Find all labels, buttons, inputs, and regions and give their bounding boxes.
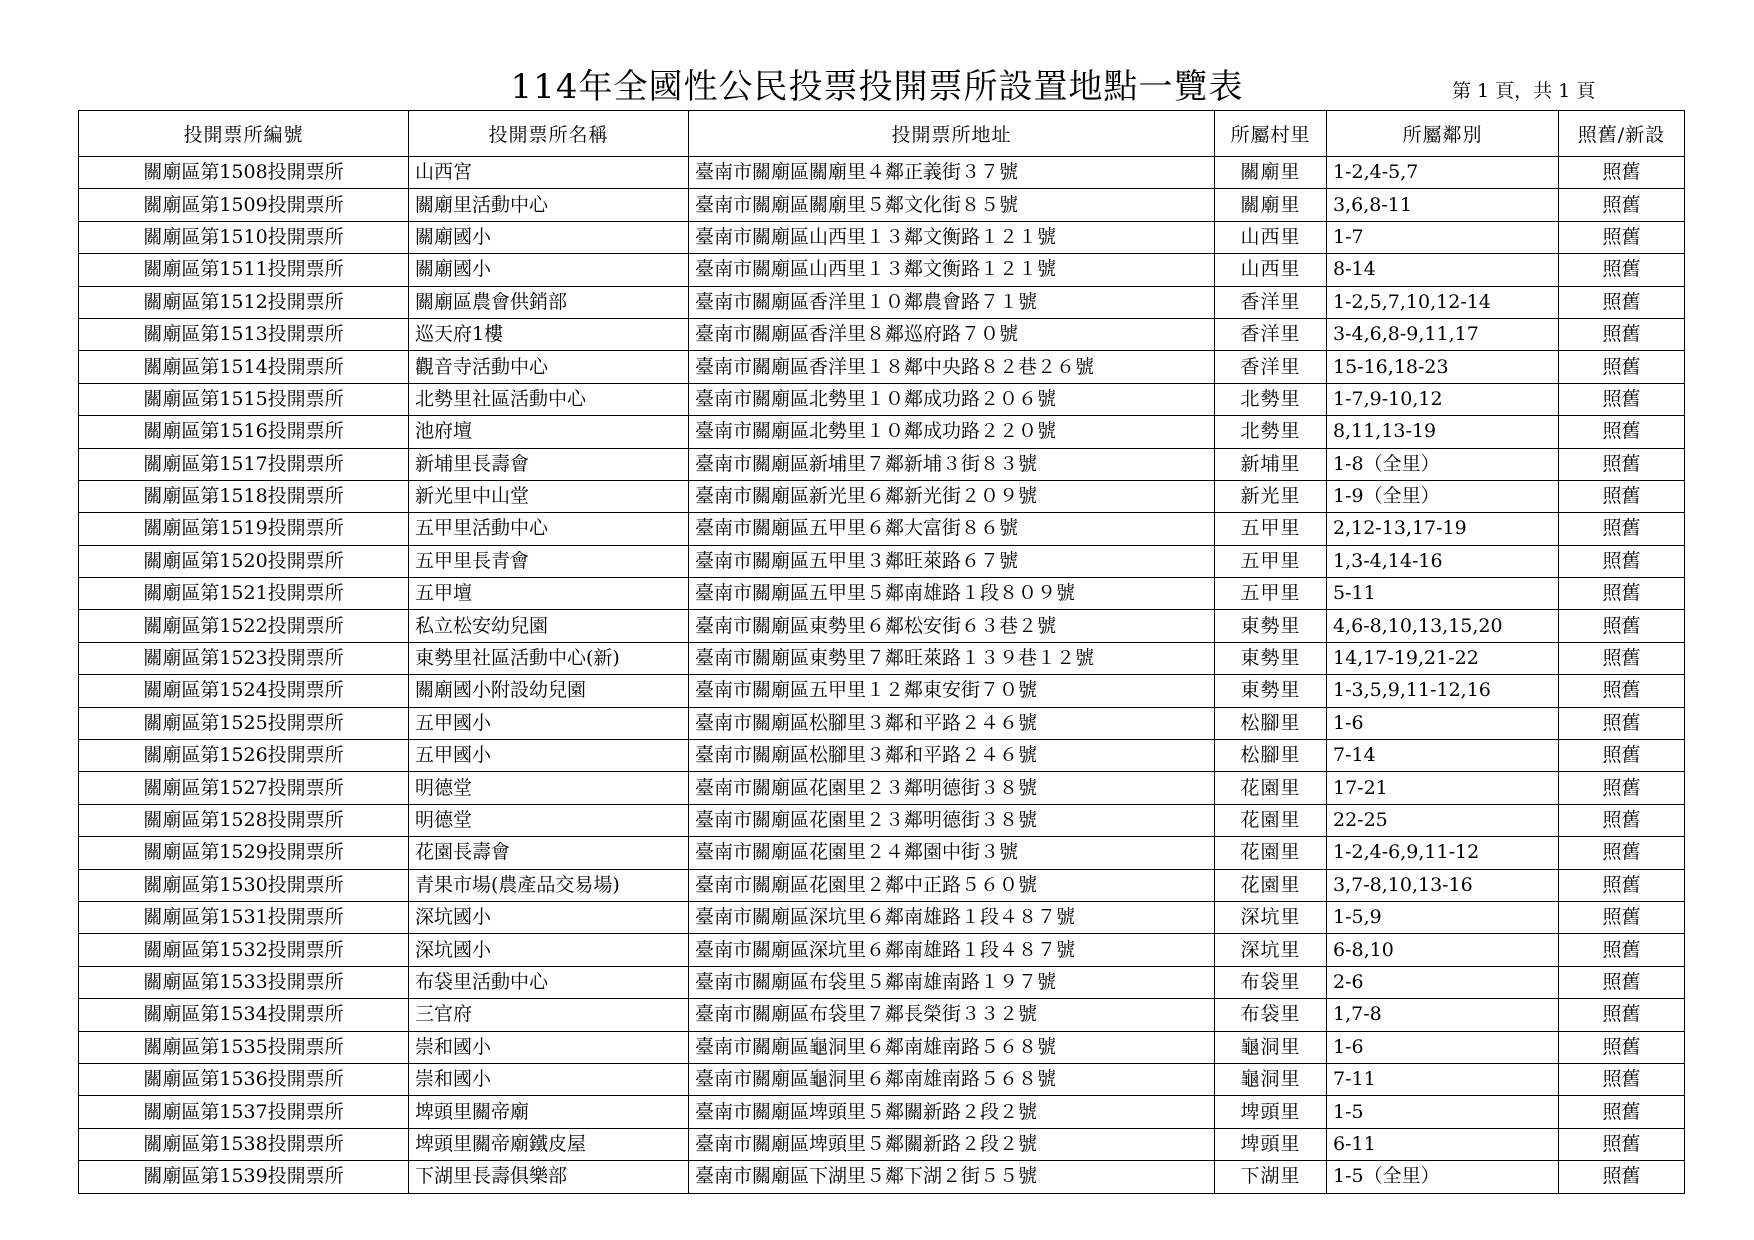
status-cell: 照舊 [1559, 1031, 1685, 1063]
neighborhoods-cell: 1,7-8 [1327, 999, 1559, 1031]
village-cell: 花園里 [1215, 869, 1327, 901]
status-cell: 照舊 [1559, 707, 1685, 739]
table-row [79, 254, 1685, 286]
station-id-cell: 關廟區第1528投開票所 [79, 804, 409, 836]
status-cell: 照舊 [1559, 999, 1685, 1031]
station-name-cell: 五甲壇 [409, 578, 689, 610]
village-cell: 布袋里 [1215, 966, 1327, 998]
station-id-cell: 關廟區第1522投開票所 [79, 610, 409, 642]
status-cell: 照舊 [1559, 1161, 1685, 1193]
station-id-cell: 關廟區第1514投開票所 [79, 351, 409, 383]
table-row [79, 610, 1685, 642]
neighborhoods-cell: 17-21 [1327, 772, 1559, 804]
status-cell: 照舊 [1559, 1128, 1685, 1160]
status-cell: 照舊 [1559, 351, 1685, 383]
village-cell: 東勢里 [1215, 675, 1327, 707]
status-cell: 照舊 [1559, 966, 1685, 998]
status-cell: 照舊 [1559, 189, 1685, 221]
table-row [79, 1128, 1685, 1160]
village-cell: 香洋里 [1215, 286, 1327, 318]
neighborhoods-cell: 1-7 [1327, 221, 1559, 253]
station-address-cell: 臺南市關廟區新光里６鄰新光街２０９號 [689, 480, 1215, 512]
village-cell: 關廟里 [1215, 189, 1327, 221]
table-row [79, 480, 1685, 512]
table-header-row [79, 111, 1685, 157]
station-id-cell: 關廟區第1508投開票所 [79, 157, 409, 189]
table-row [79, 999, 1685, 1031]
status-cell: 照舊 [1559, 513, 1685, 545]
neighborhoods-cell: 1,3-4,14-16 [1327, 545, 1559, 577]
status-cell: 照舊 [1559, 772, 1685, 804]
neighborhoods-cell: 1-5（全里） [1327, 1161, 1559, 1193]
station-name-cell: 關廟里活動中心 [409, 189, 689, 221]
header-station-name: 投開票所名稱 [409, 111, 689, 157]
village-cell: 關廟里 [1215, 157, 1327, 189]
table-row [79, 318, 1685, 350]
station-id-cell: 關廟區第1530投開票所 [79, 869, 409, 901]
village-cell: 山西里 [1215, 221, 1327, 253]
station-address-cell: 臺南市關廟區五甲里５鄰南雄路１段８０９號 [689, 578, 1215, 610]
station-address-cell: 臺南市關廟區香洋里８鄰巡府路７０號 [689, 318, 1215, 350]
status-cell: 照舊 [1559, 869, 1685, 901]
station-id-cell: 關廟區第1535投開票所 [79, 1031, 409, 1063]
village-cell: 香洋里 [1215, 318, 1327, 350]
station-address-cell: 臺南市關廟區松腳里３鄰和平路２４６號 [689, 740, 1215, 772]
village-cell: 五甲里 [1215, 545, 1327, 577]
status-cell: 照舊 [1559, 318, 1685, 350]
station-name-cell: 關廟區農會供銷部 [409, 286, 689, 318]
neighborhoods-cell: 15-16,18-23 [1327, 351, 1559, 383]
village-cell: 新埔里 [1215, 448, 1327, 480]
village-cell: 龜洞里 [1215, 1031, 1327, 1063]
neighborhoods-cell: 3-4,6,8-9,11,17 [1327, 318, 1559, 350]
table-row [79, 416, 1685, 448]
neighborhoods-cell: 1-2,4-6,9,11-12 [1327, 837, 1559, 869]
table-row [79, 157, 1685, 189]
station-address-cell: 臺南市關廟區花園里２４鄰園中街３號 [689, 837, 1215, 869]
station-id-cell: 關廟區第1510投開票所 [79, 221, 409, 253]
station-id-cell: 關廟區第1539投開票所 [79, 1161, 409, 1193]
station-id-cell: 關廟區第1509投開票所 [79, 189, 409, 221]
table-row [79, 901, 1685, 933]
station-id-cell: 關廟區第1538投開票所 [79, 1128, 409, 1160]
page-number-info: 第 1 頁，共 1 頁 [1452, 80, 1596, 102]
header-village: 所屬村里 [1215, 111, 1327, 157]
station-address-cell: 臺南市關廟區五甲里１２鄰東安街７０號 [689, 675, 1215, 707]
village-cell: 深坑里 [1215, 934, 1327, 966]
village-cell: 新光里 [1215, 480, 1327, 512]
table-body [79, 157, 1685, 1194]
table-row [79, 804, 1685, 836]
village-cell: 山西里 [1215, 254, 1327, 286]
station-name-cell: 關廟國小 [409, 221, 689, 253]
station-address-cell: 臺南市關廟區埤頭里５鄰關新路２段２號 [689, 1128, 1215, 1160]
station-id-cell: 關廟區第1525投開票所 [79, 707, 409, 739]
station-name-cell: 埤頭里關帝廟 [409, 1096, 689, 1128]
station-id-cell: 關廟區第1520投開票所 [79, 545, 409, 577]
neighborhoods-cell: 2,12-13,17-19 [1327, 513, 1559, 545]
station-id-cell: 關廟區第1513投開票所 [79, 318, 409, 350]
station-id-cell: 關廟區第1527投開票所 [79, 772, 409, 804]
status-cell: 照舊 [1559, 740, 1685, 772]
table-row [79, 545, 1685, 577]
neighborhoods-cell: 6-8,10 [1327, 934, 1559, 966]
table-row [79, 1096, 1685, 1128]
neighborhoods-cell: 1-6 [1327, 707, 1559, 739]
station-address-cell: 臺南市關廟區深坑里６鄰南雄路１段４８７號 [689, 934, 1215, 966]
table-row [79, 642, 1685, 674]
station-name-cell: 埤頭里關帝廟鐵皮屋 [409, 1128, 689, 1160]
station-name-cell: 崇和國小 [409, 1031, 689, 1063]
table-row [79, 675, 1685, 707]
station-address-cell: 臺南市關廟區五甲里６鄰大富街８６號 [689, 513, 1215, 545]
header-neighborhoods: 所屬鄰別 [1327, 111, 1559, 157]
table-row [79, 707, 1685, 739]
status-cell: 照舊 [1559, 675, 1685, 707]
station-id-cell: 關廟區第1515投開票所 [79, 383, 409, 415]
station-address-cell: 臺南市關廟區龜洞里６鄰南雄南路５６８號 [689, 1031, 1215, 1063]
table-row [79, 1063, 1685, 1095]
status-cell: 照舊 [1559, 545, 1685, 577]
table-row [79, 286, 1685, 318]
status-cell: 照舊 [1559, 383, 1685, 415]
village-cell: 布袋里 [1215, 999, 1327, 1031]
station-address-cell: 臺南市關廟區龜洞里６鄰南雄南路５６８號 [689, 1063, 1215, 1095]
status-cell: 照舊 [1559, 610, 1685, 642]
table-row [79, 869, 1685, 901]
station-name-cell: 巡天府1樓 [409, 318, 689, 350]
village-cell: 香洋里 [1215, 351, 1327, 383]
station-address-cell: 臺南市關廟區新埔里７鄰新埔３街８３號 [689, 448, 1215, 480]
neighborhoods-cell: 1-3,5,9,11-12,16 [1327, 675, 1559, 707]
neighborhoods-cell: 1-9（全里） [1327, 480, 1559, 512]
header-station-address: 投開票所地址 [689, 111, 1215, 157]
status-cell: 照舊 [1559, 1096, 1685, 1128]
neighborhoods-cell: 1-8（全里） [1327, 448, 1559, 480]
village-cell: 北勢里 [1215, 383, 1327, 415]
station-name-cell: 明德堂 [409, 804, 689, 836]
neighborhoods-cell: 22-25 [1327, 804, 1559, 836]
status-cell: 照舊 [1559, 578, 1685, 610]
station-name-cell: 深坑國小 [409, 901, 689, 933]
station-address-cell: 臺南市關廟區香洋里１０鄰農會路７１號 [689, 286, 1215, 318]
station-id-cell: 關廟區第1529投開票所 [79, 837, 409, 869]
table-row [79, 351, 1685, 383]
station-address-cell: 臺南市關廟區山西里１３鄰文衡路１２１號 [689, 254, 1215, 286]
header-status: 照舊/新設 [1559, 111, 1685, 157]
station-name-cell: 五甲國小 [409, 707, 689, 739]
station-id-cell: 關廟區第1524投開票所 [79, 675, 409, 707]
village-cell: 下湖里 [1215, 1161, 1327, 1193]
neighborhoods-cell: 1-5,9 [1327, 901, 1559, 933]
table-row [79, 1031, 1685, 1063]
village-cell: 五甲里 [1215, 578, 1327, 610]
station-address-cell: 臺南市關廟區東勢里７鄰旺萊路１３９巷１２號 [689, 642, 1215, 674]
neighborhoods-cell: 8-14 [1327, 254, 1559, 286]
neighborhoods-cell: 1-7,9-10,12 [1327, 383, 1559, 415]
station-address-cell: 臺南市關廟區關廟里４鄰正義街３７號 [689, 157, 1215, 189]
neighborhoods-cell: 14,17-19,21-22 [1327, 642, 1559, 674]
neighborhoods-cell: 8,11,13-19 [1327, 416, 1559, 448]
station-id-cell: 關廟區第1536投開票所 [79, 1063, 409, 1095]
table-row [79, 448, 1685, 480]
neighborhoods-cell: 6-11 [1327, 1128, 1559, 1160]
station-name-cell: 池府壇 [409, 416, 689, 448]
station-id-cell: 關廟區第1519投開票所 [79, 513, 409, 545]
station-name-cell: 五甲里長青會 [409, 545, 689, 577]
station-name-cell: 私立松安幼兒園 [409, 610, 689, 642]
neighborhoods-cell: 1-2,5,7,10,12-14 [1327, 286, 1559, 318]
status-cell: 照舊 [1559, 157, 1685, 189]
station-name-cell: 關廟國小附設幼兒園 [409, 675, 689, 707]
station-id-cell: 關廟區第1537投開票所 [79, 1096, 409, 1128]
status-cell: 照舊 [1559, 286, 1685, 318]
station-name-cell: 明德堂 [409, 772, 689, 804]
station-address-cell: 臺南市關廟區布袋里５鄰南雄南路１９７號 [689, 966, 1215, 998]
village-cell: 花園里 [1215, 804, 1327, 836]
table-row [79, 578, 1685, 610]
station-id-cell: 關廟區第1533投開票所 [79, 966, 409, 998]
station-address-cell: 臺南市關廟區松腳里３鄰和平路２４６號 [689, 707, 1215, 739]
village-cell: 埤頭里 [1215, 1128, 1327, 1160]
neighborhoods-cell: 1-5 [1327, 1096, 1559, 1128]
status-cell: 照舊 [1559, 254, 1685, 286]
village-cell: 埤頭里 [1215, 1096, 1327, 1128]
station-name-cell: 布袋里活動中心 [409, 966, 689, 998]
table-row [79, 221, 1685, 253]
station-id-cell: 關廟區第1516投開票所 [79, 416, 409, 448]
station-name-cell: 北勢里社區活動中心 [409, 383, 689, 415]
table-row [79, 966, 1685, 998]
neighborhoods-cell: 3,6,8-11 [1327, 189, 1559, 221]
neighborhoods-cell: 7-14 [1327, 740, 1559, 772]
station-name-cell: 關廟國小 [409, 254, 689, 286]
station-name-cell: 青果市場(農產品交易場) [409, 869, 689, 901]
neighborhoods-cell: 4,6-8,10,13,15,20 [1327, 610, 1559, 642]
neighborhoods-cell: 2-6 [1327, 966, 1559, 998]
status-cell: 照舊 [1559, 642, 1685, 674]
status-cell: 照舊 [1559, 480, 1685, 512]
status-cell: 照舊 [1559, 448, 1685, 480]
header-station-id: 投開票所編號 [79, 111, 409, 157]
station-id-cell: 關廟區第1532投開票所 [79, 934, 409, 966]
station-address-cell: 臺南市關廟區北勢里１０鄰成功路２２０號 [689, 416, 1215, 448]
station-name-cell: 五甲里活動中心 [409, 513, 689, 545]
village-cell: 松腳里 [1215, 707, 1327, 739]
neighborhoods-cell: 5-11 [1327, 578, 1559, 610]
table-row [79, 740, 1685, 772]
village-cell: 花園里 [1215, 837, 1327, 869]
station-address-cell: 臺南市關廟區東勢里６鄰松安街６３巷２號 [689, 610, 1215, 642]
status-cell: 照舊 [1559, 934, 1685, 966]
station-id-cell: 關廟區第1517投開票所 [79, 448, 409, 480]
station-name-cell: 下湖里長壽俱樂部 [409, 1161, 689, 1193]
station-name-cell: 崇和國小 [409, 1063, 689, 1095]
table-row [79, 837, 1685, 869]
village-cell: 北勢里 [1215, 416, 1327, 448]
station-address-cell: 臺南市關廟區五甲里３鄰旺萊路６７號 [689, 545, 1215, 577]
neighborhoods-cell: 1-6 [1327, 1031, 1559, 1063]
station-id-cell: 關廟區第1531投開票所 [79, 901, 409, 933]
station-address-cell: 臺南市關廟區埤頭里５鄰關新路２段２號 [689, 1096, 1215, 1128]
table-row [79, 189, 1685, 221]
village-cell: 松腳里 [1215, 740, 1327, 772]
station-name-cell: 觀音寺活動中心 [409, 351, 689, 383]
station-name-cell: 山西宮 [409, 157, 689, 189]
polling-station-table [78, 110, 1685, 1194]
station-id-cell: 關廟區第1523投開票所 [79, 642, 409, 674]
village-cell: 五甲里 [1215, 513, 1327, 545]
station-name-cell: 五甲國小 [409, 740, 689, 772]
station-name-cell: 新光里中山堂 [409, 480, 689, 512]
village-cell: 花園里 [1215, 772, 1327, 804]
neighborhoods-cell: 1-2,4-5,7 [1327, 157, 1559, 189]
station-name-cell: 三官府 [409, 999, 689, 1031]
status-cell: 照舊 [1559, 221, 1685, 253]
document-title: 114年全國性公民投票投開票所設置地點一覽表 [510, 67, 1244, 107]
station-name-cell: 深坑國小 [409, 934, 689, 966]
station-address-cell: 臺南市關廟區山西里１３鄰文衡路１２１號 [689, 221, 1215, 253]
station-address-cell: 臺南市關廟區北勢里１０鄰成功路２０６號 [689, 383, 1215, 415]
status-cell: 照舊 [1559, 1063, 1685, 1095]
village-cell: 東勢里 [1215, 642, 1327, 674]
station-address-cell: 臺南市關廟區花園里２鄰中正路５６０號 [689, 869, 1215, 901]
neighborhoods-cell: 3,7-8,10,13-16 [1327, 869, 1559, 901]
neighborhoods-cell: 7-11 [1327, 1063, 1559, 1095]
station-id-cell: 關廟區第1526投開票所 [79, 740, 409, 772]
table-row [79, 383, 1685, 415]
station-name-cell: 東勢里社區活動中心(新) [409, 642, 689, 674]
village-cell: 龜洞里 [1215, 1063, 1327, 1095]
station-name-cell: 花園長壽會 [409, 837, 689, 869]
table-row [79, 513, 1685, 545]
station-address-cell: 臺南市關廟區下湖里５鄰下湖２街５５號 [689, 1161, 1215, 1193]
status-cell: 照舊 [1559, 901, 1685, 933]
station-id-cell: 關廟區第1534投開票所 [79, 999, 409, 1031]
station-address-cell: 臺南市關廟區花園里２３鄰明德街３８號 [689, 804, 1215, 836]
station-name-cell: 新埔里長壽會 [409, 448, 689, 480]
station-address-cell: 臺南市關廟區深坑里６鄰南雄路１段４８７號 [689, 901, 1215, 933]
status-cell: 照舊 [1559, 416, 1685, 448]
table-row [79, 934, 1685, 966]
status-cell: 照舊 [1559, 837, 1685, 869]
station-id-cell: 關廟區第1521投開票所 [79, 578, 409, 610]
station-address-cell: 臺南市關廟區花園里２３鄰明德街３８號 [689, 772, 1215, 804]
station-address-cell: 臺南市關廟區關廟里５鄰文化街８５號 [689, 189, 1215, 221]
station-address-cell: 臺南市關廟區布袋里７鄰長榮街３３２號 [689, 999, 1215, 1031]
station-id-cell: 關廟區第1518投開票所 [79, 480, 409, 512]
village-cell: 東勢里 [1215, 610, 1327, 642]
village-cell: 深坑里 [1215, 901, 1327, 933]
table-row [79, 772, 1685, 804]
table-row [79, 1161, 1685, 1193]
station-id-cell: 關廟區第1512投開票所 [79, 286, 409, 318]
station-address-cell: 臺南市關廟區香洋里１８鄰中央路８２巷２６號 [689, 351, 1215, 383]
station-id-cell: 關廟區第1511投開票所 [79, 254, 409, 286]
status-cell: 照舊 [1559, 804, 1685, 836]
